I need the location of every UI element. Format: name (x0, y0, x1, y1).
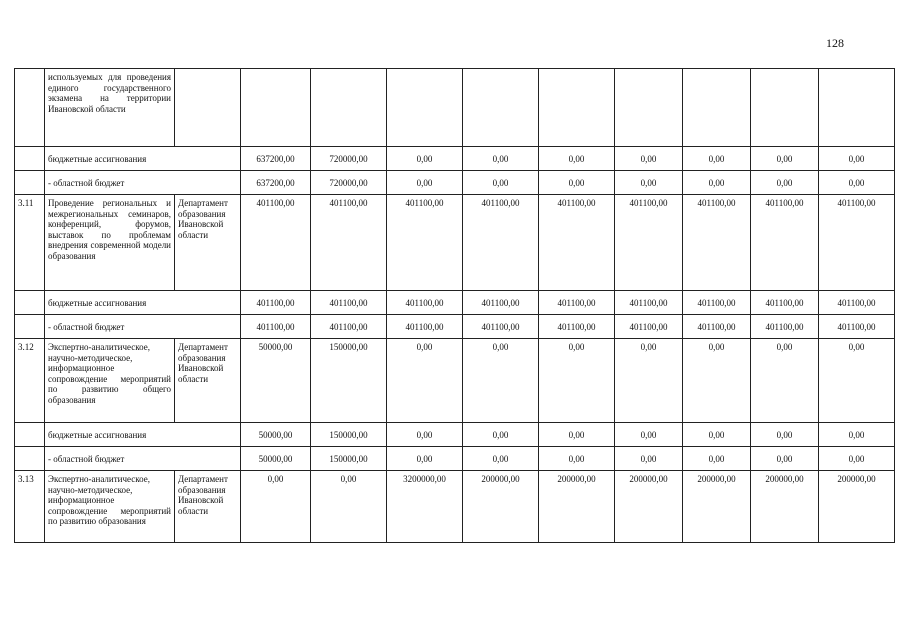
value-cell: 0,00 (819, 147, 895, 171)
value-cell: 0,00 (463, 423, 539, 447)
value-cell: 0,00 (387, 147, 463, 171)
value-cell: 0,00 (463, 447, 539, 471)
value-cell: 0,00 (683, 147, 751, 171)
value-cell: 200000,00 (819, 471, 895, 543)
item-index-cell: 3.13 (15, 471, 45, 543)
item-name-cell: Экспертно-аналитическое, научно-методическое, информационное сопровождение мероприятий по развитию общего образования (45, 339, 175, 423)
value-cell: 0,00 (683, 423, 751, 447)
value-cell: 0,00 (683, 171, 751, 195)
value-cell: 0,00 (751, 147, 819, 171)
value-cell: 401100,00 (819, 195, 895, 291)
value-cell: 401100,00 (615, 315, 683, 339)
value-cell: 401100,00 (387, 315, 463, 339)
value-cell: 200000,00 (683, 471, 751, 543)
value-cell (311, 69, 387, 147)
responsible-cell: Департамент образования Ивановской области (175, 471, 241, 543)
page-number: 128 (826, 36, 844, 50)
value-cell: 401100,00 (241, 315, 311, 339)
value-cell: 0,00 (819, 447, 895, 471)
item-index-cell: 3.11 (15, 195, 45, 291)
value-cell (539, 69, 615, 147)
budget-table (14, 68, 895, 543)
value-cell: 401100,00 (463, 195, 539, 291)
value-cell: 200000,00 (615, 471, 683, 543)
value-cell (751, 69, 819, 147)
funding-source-cell: бюджетные ассигнования (45, 291, 241, 315)
value-cell: 150000,00 (311, 423, 387, 447)
value-cell (683, 69, 751, 147)
funding-source-cell: - областной бюджет (45, 171, 241, 195)
value-cell: 401100,00 (463, 291, 539, 315)
funding-source-cell: - областной бюджет (45, 315, 241, 339)
value-cell: 0,00 (751, 171, 819, 195)
value-cell: 200000,00 (463, 471, 539, 543)
value-cell: 0,00 (751, 339, 819, 423)
value-cell (241, 69, 311, 147)
value-cell: 0,00 (615, 447, 683, 471)
value-cell: 0,00 (539, 423, 615, 447)
table-row-item (15, 195, 895, 291)
value-cell (463, 69, 539, 147)
funding-source-cell: бюджетные ассигнования (45, 423, 241, 447)
value-cell: 401100,00 (751, 291, 819, 315)
value-cell: 50000,00 (241, 339, 311, 423)
value-cell: 401100,00 (539, 195, 615, 291)
value-cell: 0,00 (683, 447, 751, 471)
value-cell (387, 69, 463, 147)
value-cell: 200000,00 (539, 471, 615, 543)
value-cell: 401100,00 (751, 195, 819, 291)
value-cell: 401100,00 (387, 195, 463, 291)
value-cell: 150000,00 (311, 447, 387, 471)
value-cell: 0,00 (387, 339, 463, 423)
value-cell: 401100,00 (311, 291, 387, 315)
funding-source-cell: бюджетные ассигнования (45, 147, 241, 171)
value-cell: 0,00 (539, 339, 615, 423)
table-row-funding (15, 447, 895, 471)
item-index-cell (15, 171, 45, 195)
value-cell: 720000,00 (311, 147, 387, 171)
item-index-cell (15, 69, 45, 147)
value-cell: 401100,00 (387, 291, 463, 315)
value-cell: 401100,00 (819, 291, 895, 315)
value-cell: 401100,00 (683, 315, 751, 339)
item-name-cell: Проведение региональных и межрегиональных семинаров, конференций, форумов, выставок по проблемам внедрения современной модели образования (45, 195, 175, 291)
value-cell: 637200,00 (241, 171, 311, 195)
table-row-funding (15, 291, 895, 315)
value-cell: 401100,00 (311, 195, 387, 291)
table-row-item (15, 69, 895, 147)
value-cell: 3200000,00 (387, 471, 463, 543)
table-row-item (15, 339, 895, 423)
value-cell: 0,00 (751, 423, 819, 447)
value-cell: 0,00 (463, 339, 539, 423)
value-cell: 0,00 (819, 423, 895, 447)
value-cell: 150000,00 (311, 339, 387, 423)
value-cell: 0,00 (615, 147, 683, 171)
table-row-funding (15, 423, 895, 447)
item-index-cell (15, 315, 45, 339)
value-cell: 401100,00 (683, 195, 751, 291)
value-cell: 0,00 (387, 423, 463, 447)
value-cell: 0,00 (463, 171, 539, 195)
value-cell: 401100,00 (539, 291, 615, 315)
value-cell: 0,00 (615, 171, 683, 195)
table-row-funding (15, 315, 895, 339)
value-cell: 637200,00 (241, 147, 311, 171)
value-cell: 0,00 (615, 423, 683, 447)
item-index-cell (15, 291, 45, 315)
value-cell: 401100,00 (539, 315, 615, 339)
responsible-cell: Департамент образования Ивановской области (175, 339, 241, 423)
value-cell: 401100,00 (311, 315, 387, 339)
value-cell: 50000,00 (241, 447, 311, 471)
value-cell: 401100,00 (683, 291, 751, 315)
value-cell: 401100,00 (241, 291, 311, 315)
value-cell: 0,00 (387, 447, 463, 471)
value-cell: 401100,00 (463, 315, 539, 339)
value-cell: 401100,00 (615, 291, 683, 315)
item-name-cell: Экспертно-аналитическое, научно-методическое, информационное сопровождение мероприятий по развитию образования (45, 471, 175, 543)
responsible-cell: Департамент образования Ивановской области (175, 195, 241, 291)
responsible-cell (175, 69, 241, 147)
item-name-cell: используемых для проведения единого государственного экзамена на территории Ивановской области (45, 69, 175, 147)
value-cell: 0,00 (615, 339, 683, 423)
value-cell: 720000,00 (311, 171, 387, 195)
value-cell: 0,00 (463, 147, 539, 171)
value-cell: 0,00 (819, 171, 895, 195)
item-index-cell (15, 423, 45, 447)
value-cell: 401100,00 (751, 315, 819, 339)
value-cell: 0,00 (683, 339, 751, 423)
value-cell: 401100,00 (615, 195, 683, 291)
funding-source-cell: - областной бюджет (45, 447, 241, 471)
value-cell: 200000,00 (751, 471, 819, 543)
table-row-funding (15, 171, 895, 195)
table-row-item (15, 471, 895, 543)
value-cell: 0,00 (539, 171, 615, 195)
table-row-funding (15, 147, 895, 171)
value-cell: 0,00 (539, 147, 615, 171)
value-cell: 401100,00 (241, 195, 311, 291)
value-cell: 0,00 (241, 471, 311, 543)
value-cell: 0,00 (311, 471, 387, 543)
value-cell: 0,00 (751, 447, 819, 471)
value-cell (819, 69, 895, 147)
table-body (15, 69, 895, 543)
value-cell: 0,00 (539, 447, 615, 471)
value-cell: 0,00 (387, 171, 463, 195)
item-index-cell: 3.12 (15, 339, 45, 423)
value-cell (615, 69, 683, 147)
item-index-cell (15, 147, 45, 171)
value-cell: 401100,00 (819, 315, 895, 339)
item-index-cell (15, 447, 45, 471)
value-cell: 50000,00 (241, 423, 311, 447)
value-cell: 0,00 (819, 339, 895, 423)
